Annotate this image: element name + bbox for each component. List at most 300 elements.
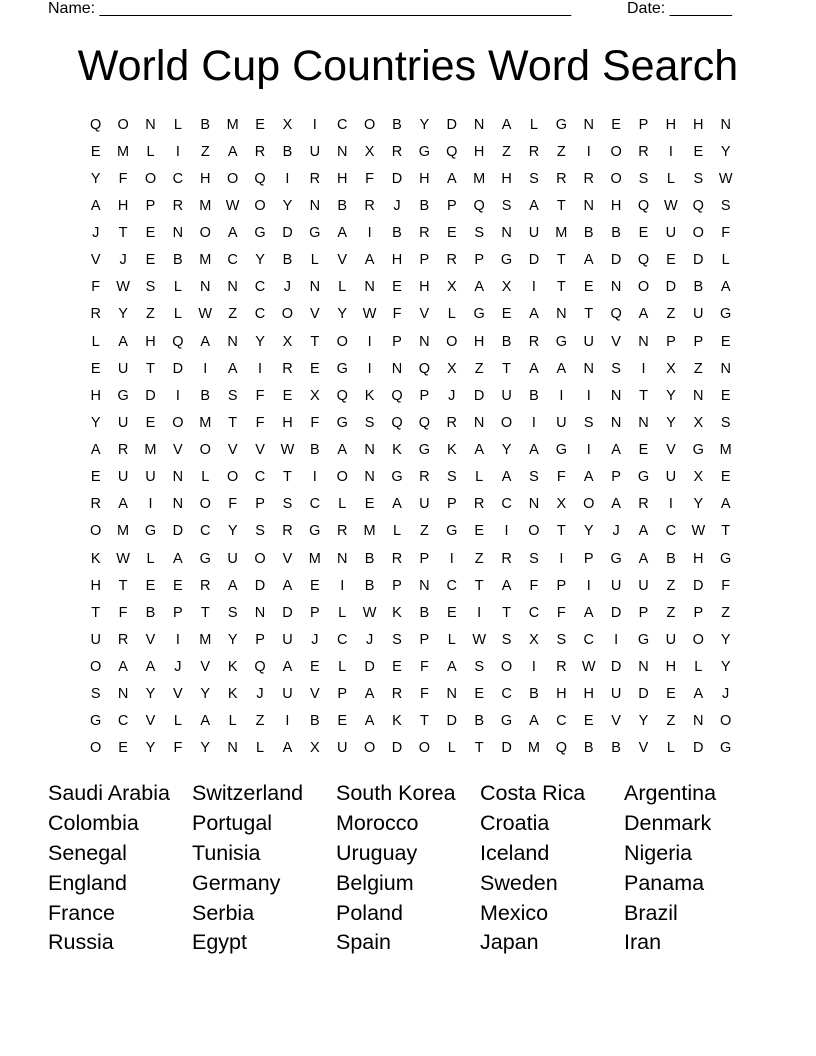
grid-letter: Q	[610, 306, 622, 323]
grid-letter: E	[501, 306, 512, 323]
grid-letter: J	[612, 523, 620, 540]
grid-letter: L	[173, 279, 182, 296]
word-list-item: Mexico	[480, 900, 549, 925]
grid-letter: E	[583, 279, 594, 296]
grid-letter: H	[90, 577, 101, 594]
grid-letter: Y	[90, 414, 101, 431]
grid-letter: W	[691, 523, 706, 540]
grid-letter: R	[172, 197, 184, 214]
grid-letter: I	[148, 496, 153, 513]
grid-letter: A	[337, 442, 348, 459]
grid-letter: G	[309, 225, 321, 242]
grid-letter: P	[255, 631, 265, 648]
grid-letter: P	[173, 604, 183, 621]
grid-letter: C	[254, 306, 266, 323]
grid-letter: I	[367, 360, 372, 377]
grid-letter: A	[282, 577, 293, 594]
grid-letter: F	[556, 469, 566, 486]
grid-letter: C	[501, 686, 512, 703]
grid-letter: D	[610, 252, 622, 269]
grid-letter: O	[446, 333, 458, 350]
grid-letter: S	[474, 225, 484, 242]
grid-letter: X	[309, 740, 320, 757]
grid-letter: L	[666, 170, 675, 187]
grid-letter: E	[720, 469, 731, 486]
grid-letter: I	[367, 333, 372, 350]
grid-letter: N	[419, 333, 430, 350]
grid-letter: P	[446, 197, 457, 214]
grid-letter: E	[309, 577, 320, 594]
grid-letter: J	[256, 686, 264, 703]
grid-letter: U	[309, 143, 321, 160]
grid-letter: O	[637, 279, 650, 296]
word-list-item: Germany	[192, 870, 281, 895]
grid-letter: X	[309, 387, 320, 404]
grid-letter: D	[473, 387, 485, 404]
grid-letter: H	[391, 252, 403, 269]
grid-letter: S	[282, 496, 293, 513]
grid-letter: Y	[255, 333, 265, 350]
grid-letter: F	[255, 387, 265, 404]
grid-letter: A	[501, 577, 512, 594]
grid-letter: X	[666, 360, 676, 377]
grid-letter: N	[364, 442, 375, 459]
grid-letter: V	[145, 631, 156, 648]
grid-letter: T	[556, 523, 566, 540]
grid-letter: R	[556, 170, 567, 187]
grid-letter: V	[90, 252, 101, 269]
grid-letter: I	[340, 577, 345, 594]
grid-letter: C	[556, 713, 567, 730]
grid-letter: M	[199, 414, 212, 431]
grid-letter: Z	[200, 143, 210, 160]
grid-letter: R	[336, 523, 348, 540]
grid-letter: Y	[255, 252, 265, 269]
grid-letter: C	[254, 279, 266, 296]
grid-letter: O	[418, 740, 431, 757]
grid-letter: O	[281, 306, 294, 323]
grid-letter: C	[501, 496, 512, 513]
grid-letter: I	[668, 496, 673, 513]
grid-letter: M	[226, 116, 239, 133]
grid-letter: R	[200, 577, 211, 594]
grid-letter: P	[638, 116, 649, 133]
grid-letter: P	[419, 550, 430, 567]
grid-letter: R	[90, 306, 101, 323]
word-list-item: England	[48, 870, 127, 895]
grid-letter: Z	[474, 360, 484, 377]
grid-letter: D	[501, 740, 512, 757]
grid-letter: A	[364, 713, 375, 730]
grid-letter: E	[90, 469, 101, 486]
grid-letter: A	[364, 686, 375, 703]
grid-letter: F	[419, 686, 429, 703]
grid-letter: E	[666, 686, 676, 703]
grid-letter: V	[255, 442, 265, 459]
grid-letter: A	[200, 333, 211, 350]
word-list-item: Tunisia	[192, 840, 261, 865]
grid-letter: N	[473, 116, 485, 133]
word-list-item: Denmark	[624, 810, 712, 835]
grid-letter: S	[529, 469, 539, 486]
grid-letter: N	[528, 496, 540, 513]
grid-letter: X	[282, 116, 293, 133]
grid-letter: N	[693, 713, 704, 730]
grid-letter: L	[256, 740, 265, 757]
grid-letter: I	[285, 170, 290, 187]
grid-letter: Z	[666, 713, 676, 730]
grid-letter: H	[501, 170, 512, 187]
grid-letter: V	[227, 442, 238, 459]
grid-letter: B	[419, 197, 430, 214]
grid-letter: Y	[720, 143, 731, 160]
grid-letter: Y	[227, 631, 238, 648]
grid-letter: P	[583, 550, 594, 567]
grid-letter: Y	[638, 713, 649, 730]
grid-letter: F	[255, 414, 265, 431]
grid-letter: Y	[90, 170, 101, 187]
grid-letter: U	[665, 225, 677, 242]
grid-letter: O	[199, 496, 211, 513]
grid-letter: O	[254, 550, 266, 567]
grid-letter: A	[529, 197, 539, 214]
grid-letter: V	[337, 252, 348, 269]
grid-letter: G	[254, 225, 266, 242]
grid-letter: J	[283, 279, 292, 296]
grid-letter: X	[282, 333, 293, 350]
grid-letter: V	[309, 306, 320, 323]
grid-letter: H	[473, 333, 485, 350]
grid-letter: M	[719, 442, 732, 459]
grid-letter: J	[393, 197, 401, 214]
grid-letter: O	[227, 170, 239, 187]
grid-letter: G	[418, 442, 431, 459]
grid-letter: P	[666, 333, 676, 350]
grid-letter: E	[255, 116, 265, 133]
grid-letter: R	[556, 659, 567, 676]
grid-letter: A	[583, 604, 594, 621]
grid-letter: I	[367, 225, 372, 242]
grid-letter: R	[419, 225, 430, 242]
grid-letter: E	[364, 496, 375, 513]
grid-letter: F	[556, 604, 566, 621]
grid-letter: Y	[720, 659, 731, 676]
grid-letter: A	[611, 442, 621, 459]
grid-letter: I	[586, 577, 591, 594]
grid-letter: F	[310, 414, 320, 431]
word-list-item: Switzerland	[192, 781, 304, 805]
grid-letter: A	[282, 740, 293, 757]
grid-letter: D	[172, 360, 184, 377]
grid-letter: O	[336, 333, 348, 350]
grid-letter: C	[583, 631, 594, 648]
grid-letter: U	[336, 740, 348, 757]
grid-letter: W	[280, 442, 295, 459]
grid-letter: R	[391, 143, 403, 160]
grid-letter: B	[583, 740, 594, 757]
grid-letter: D	[172, 523, 184, 540]
grid-letter: O	[528, 523, 540, 540]
grid-letter: E	[583, 713, 594, 730]
word-list-item: Senegal	[48, 840, 127, 865]
grid-letter: C	[336, 631, 348, 648]
word-list-item: Serbia	[192, 900, 255, 925]
grid-letter: H	[473, 143, 485, 160]
grid-letter: N	[610, 414, 622, 431]
grid-letter: Q	[391, 414, 403, 431]
grid-letter: N	[227, 333, 238, 350]
date-field-label: Date: _______	[627, 0, 732, 17]
grid-letter: R	[528, 143, 540, 160]
grid-letter: X	[529, 631, 539, 648]
grid-letter: E	[282, 387, 293, 404]
grid-letter: G	[720, 740, 732, 757]
grid-letter: H	[693, 550, 704, 567]
grid-letter: O	[692, 225, 704, 242]
grid-letter: H	[693, 116, 704, 133]
grid-letter: A	[118, 496, 128, 513]
grid-letter: E	[720, 387, 731, 404]
grid-letter: A	[693, 686, 704, 703]
grid-letter: Y	[693, 496, 704, 513]
grid-letter: N	[309, 197, 321, 214]
grid-letter: C	[172, 170, 184, 187]
grid-letter: I	[175, 631, 180, 648]
grid-letter: W	[581, 659, 596, 676]
grid-letter: X	[446, 279, 457, 296]
grid-letter: C	[446, 577, 458, 594]
grid-letter: Z	[666, 577, 676, 594]
grid-letter: D	[693, 740, 704, 757]
grid-letter: L	[666, 740, 675, 757]
grid-letter: H	[665, 659, 677, 676]
grid-letter: Q	[555, 740, 567, 757]
grid-letter: W	[116, 279, 130, 296]
grid-letter: G	[610, 550, 622, 567]
grid-letter: F	[118, 170, 128, 187]
grid-letter: S	[501, 631, 512, 648]
grid-letter: A	[90, 442, 101, 459]
grid-letter: G	[144, 523, 157, 540]
grid-letter: E	[474, 686, 484, 703]
grid-letter: O	[144, 170, 157, 187]
grid-letter: T	[474, 740, 484, 757]
grid-letter: H	[419, 170, 430, 187]
grid-letter: I	[668, 143, 673, 160]
grid-letter: U	[117, 469, 129, 486]
grid-letter: V	[638, 740, 649, 757]
grid-letter: G	[199, 550, 211, 567]
grid-letter: D	[693, 252, 704, 269]
grid-letter: M	[473, 170, 486, 187]
grid-letter: K	[392, 442, 402, 459]
grid-letter: B	[200, 116, 211, 133]
grid-letter: A	[337, 225, 348, 242]
grid-letter: B	[529, 686, 539, 703]
grid-letter: L	[173, 306, 182, 323]
grid-letter: B	[583, 225, 594, 242]
grid-letter: A	[583, 252, 594, 269]
grid-letter: Q	[473, 197, 485, 214]
grid-letter: I	[531, 659, 536, 676]
grid-letter: L	[529, 116, 538, 133]
grid-letter: A	[556, 360, 567, 377]
grid-letter: O	[583, 496, 595, 513]
grid-letter: U	[665, 631, 677, 648]
grid-letter: O	[199, 225, 211, 242]
grid-letter: I	[559, 387, 564, 404]
word-list-item: Saudi Arabia	[48, 781, 170, 805]
grid-letter: E	[666, 252, 676, 269]
grid-letter: R	[117, 442, 129, 459]
grid-letter: U	[610, 686, 622, 703]
grid-letter: R	[364, 197, 375, 214]
grid-letter: A	[227, 143, 238, 160]
grid-letter: Q	[418, 414, 431, 431]
grid-letter: O	[610, 143, 622, 160]
grid-letter: A	[501, 116, 512, 133]
grid-letter: O	[363, 116, 376, 133]
grid-letter: T	[228, 414, 238, 431]
word-list-item: Russia	[48, 930, 114, 955]
grid-letter: C	[665, 523, 677, 540]
grid-letter: B	[501, 333, 512, 350]
grid-letter: T	[474, 577, 484, 594]
grid-letter: P	[446, 496, 457, 513]
grid-letter: L	[447, 740, 456, 757]
grid-letter: O	[500, 659, 513, 676]
grid-letter: J	[365, 631, 374, 648]
grid-letter: N	[638, 333, 649, 350]
grid-letter: B	[474, 713, 484, 730]
grid-letter: H	[336, 170, 348, 187]
grid-letter: L	[447, 631, 456, 648]
word-list-item: Sweden	[480, 870, 558, 895]
grid-letter: F	[419, 659, 429, 676]
grid-letter: B	[666, 550, 676, 567]
grid-letter: U	[117, 360, 129, 377]
grid-letter: T	[200, 604, 210, 621]
grid-letter: F	[228, 496, 238, 513]
grid-letter: G	[555, 116, 567, 133]
grid-letter: G	[555, 442, 567, 459]
grid-letter: M	[117, 143, 130, 160]
grid-letter: D	[446, 713, 458, 730]
grid-letter: B	[282, 252, 293, 269]
word-list-item: Portugal	[192, 810, 273, 835]
grid-letter: L	[173, 116, 182, 133]
grid-letter: L	[91, 333, 100, 350]
grid-letter: N	[309, 279, 321, 296]
grid-letter: G	[555, 333, 567, 350]
grid-letter: Z	[666, 604, 676, 621]
word-list-item: Iran	[624, 930, 662, 955]
word-list-item: Belgium	[336, 870, 414, 895]
grid-letter: A	[145, 659, 156, 676]
grid-letter: I	[203, 360, 208, 377]
grid-letter: L	[146, 143, 155, 160]
grid-letter: N	[583, 360, 594, 377]
grid-letter: E	[309, 360, 320, 377]
grid-letter: V	[173, 686, 183, 703]
grid-letter: A	[118, 659, 128, 676]
grid-letter: P	[693, 333, 704, 350]
grid-letter: O	[363, 740, 376, 757]
grid-letter: C	[309, 496, 321, 513]
grid-letter: I	[258, 360, 263, 377]
grid-letter: E	[90, 143, 101, 160]
word-list-item: Colombia	[48, 810, 139, 835]
grid-letter: H	[583, 686, 594, 703]
grid-letter: I	[586, 442, 591, 459]
grid-letter: O	[90, 740, 102, 757]
grid-letter: A	[529, 306, 539, 323]
grid-letter: B	[309, 442, 320, 459]
grid-letter: I	[586, 387, 591, 404]
grid-letter: Z	[556, 143, 566, 160]
grid-letter: E	[638, 442, 649, 459]
grid-letter: S	[255, 523, 265, 540]
grid-letter: G	[309, 523, 321, 540]
grid-letter: N	[720, 116, 731, 133]
grid-letter: A	[474, 442, 484, 459]
grid-letter: E	[337, 713, 348, 730]
grid-letter: J	[92, 225, 100, 242]
grid-letter: A	[118, 333, 128, 350]
grid-letter: S	[529, 170, 539, 187]
grid-letter: V	[173, 442, 183, 459]
grid-letter: Y	[501, 442, 512, 459]
grid-letter: J	[174, 659, 182, 676]
grid-letter: N	[391, 360, 403, 377]
grid-letter: S	[720, 197, 731, 214]
grid-letter: N	[610, 279, 622, 296]
grid-letter: G	[336, 414, 348, 431]
grid-letter: I	[586, 143, 591, 160]
grid-letter: L	[447, 306, 456, 323]
grid-letter: G	[720, 550, 732, 567]
grid-letter: I	[477, 604, 482, 621]
grid-letter: A	[638, 523, 649, 540]
grid-letter: T	[556, 252, 566, 269]
grid-letter: R	[528, 333, 540, 350]
grid-letter: S	[583, 414, 594, 431]
grid-letter: D	[610, 604, 622, 621]
grid-letter: F	[721, 577, 731, 594]
grid-letter: I	[531, 279, 536, 296]
grid-letter: I	[175, 143, 180, 160]
grid-letter: S	[227, 604, 238, 621]
grid-letter: E	[309, 659, 320, 676]
grid-letter: Q	[637, 197, 650, 214]
grid-letter: W	[225, 197, 240, 214]
grid-letter: I	[531, 414, 536, 431]
grid-letter: D	[638, 686, 649, 703]
grid-letter: R	[501, 550, 512, 567]
grid-letter: H	[556, 686, 567, 703]
grid-letter: G	[720, 306, 732, 323]
grid-letter: B	[392, 225, 402, 242]
grid-letter: F	[173, 740, 183, 757]
grid-letter: P	[419, 631, 430, 648]
grid-letter: A	[638, 306, 649, 323]
word-list-item: Croatia	[480, 810, 550, 835]
grid-letter: B	[611, 740, 621, 757]
grid-letter: O	[610, 170, 622, 187]
grid-letter: S	[638, 170, 649, 187]
grid-letter: L	[310, 252, 319, 269]
grid-letter: P	[419, 252, 430, 269]
